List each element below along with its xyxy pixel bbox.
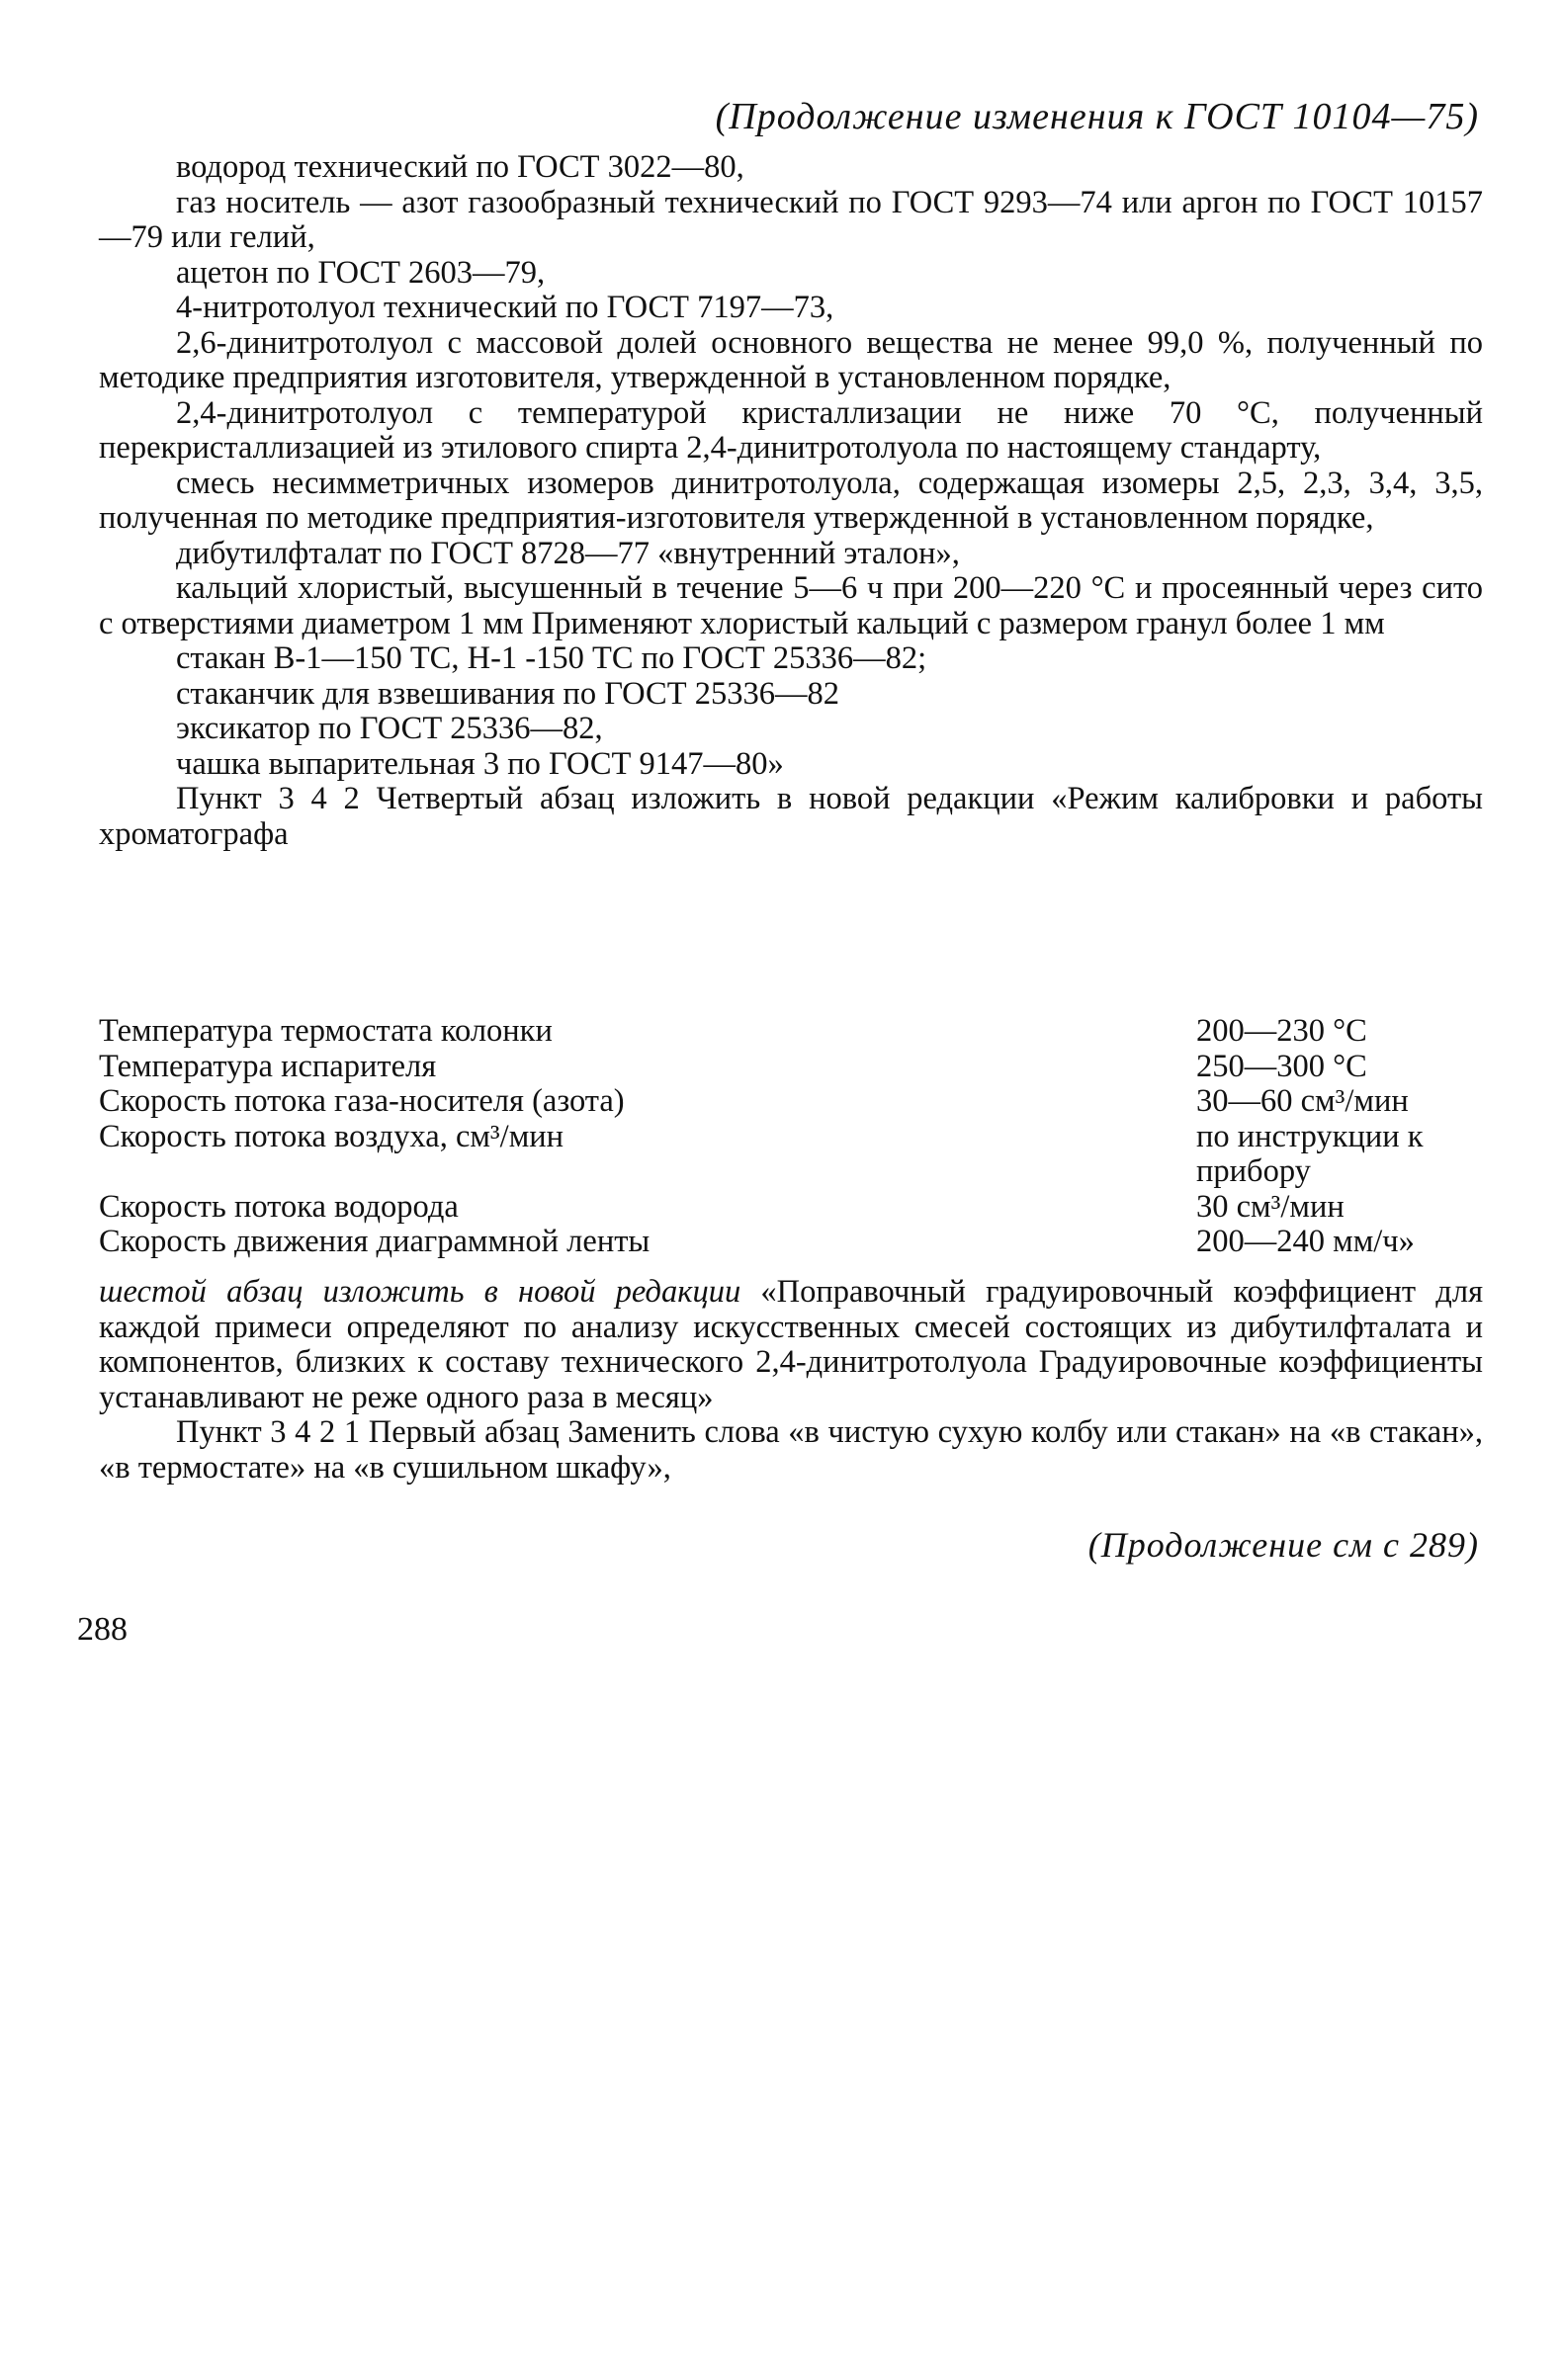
- mode-param: Скорость потока газа-носителя (азота): [99, 1083, 625, 1119]
- reagent-item: 2,4-динитротолуол с температурой кристаллизации не ниже 70 °С, полученный перекристаллизацией из этилового спирта 2,4-динитротолуола по настоящему стандарту,: [99, 394, 1483, 466]
- chromatograph-mode-table: [99, 1014, 1483, 1260]
- reagent-item: кальций хлористый, высушенный в течение 5—6 ч при 200—220 °С и просеянный через сито с отверстиями диаметром 1 мм Применяют хлористый кальций с размером гранул более 1 мм: [99, 570, 1483, 641]
- sixth-paragraph-lead: шестой абзац изложить в новой редакции: [99, 1274, 741, 1310]
- continuation-footer: (Продолжение см с 289): [1087, 1525, 1479, 1565]
- reagent-item: эксикатор по ГОСТ 25336—82,: [176, 711, 603, 746]
- mode-row: [99, 1225, 1483, 1260]
- reagent-list: [99, 150, 1483, 852]
- reagent-item: дибутилфталат по ГОСТ 8728—77 «внутренний эталон»,: [176, 535, 960, 571]
- mode-value: по инструкции к прибору: [1196, 1118, 1424, 1189]
- reagent-item: чашка выпарительная 3 по ГОСТ 9147—80»: [176, 745, 784, 782]
- mode-row: [99, 1084, 1483, 1120]
- point-342-paragraph: Пункт 3 4 2 Четвертый абзац изложить в новой редакции «Режим калибровки и работы хроматографа: [99, 781, 1483, 852]
- mode-row: [99, 1120, 1483, 1190]
- amendment-text: [99, 1275, 1483, 1486]
- mode-param: Температура испарителя: [99, 1048, 437, 1084]
- reagent-item: стакан В-1—150 ТС, Н-1 -150 ТС по ГОСТ 25336—82;: [176, 640, 927, 676]
- continuation-header: (Продолжение изменения к ГОСТ 10104—75): [715, 96, 1479, 137]
- reagent-item: стаканчик для взвешивания по ГОСТ 25336—82: [176, 675, 839, 712]
- reagent-item: газ носитель — азот газообразный технический по ГОСТ 9293—74 или аргон по ГОСТ 10157—79 или гелий,: [99, 184, 1483, 255]
- mode-value: 200—230 °С: [1196, 1013, 1367, 1049]
- mode-row: [99, 1050, 1483, 1085]
- mode-value: 30—60 см³/мин: [1196, 1083, 1409, 1119]
- mode-value: 200—240 мм/ч»: [1196, 1224, 1415, 1259]
- reagent-item: ацетон по ГОСТ 2603—79,: [176, 254, 546, 291]
- mode-param: Скорость потока воздуха, см³/мин: [99, 1118, 564, 1154]
- reagent-item: 4-нитротолуол технический по ГОСТ 7197—73,: [176, 290, 834, 325]
- mode-row: [99, 1190, 1483, 1226]
- mode-param: Температура термостата колонки: [99, 1013, 553, 1049]
- mode-value: 30 см³/мин: [1196, 1188, 1345, 1225]
- reagent-item: 2,6-динитротолуол с массовой долей основного вещества не менее 99,0 %, полученный по методике предприятия изготовителя, утвержденной в установленном порядке,: [99, 324, 1483, 395]
- mode-param: Скорость потока водорода: [99, 1188, 459, 1225]
- page-number: 288: [77, 1611, 128, 1648]
- mode-row: [99, 1014, 1483, 1050]
- sixth-paragraph-text: «Поправочный градуировочный коэффициент для каждой примеси определяют по анализу искусственных смесей состоящих из дибутилфталата и компонентов, близких к составу технического 2,4-динитротолуола Градуировочные коэффициенты устанавливают не реже одного раза в месяц»: [99, 1274, 1484, 1415]
- point-3421-paragraph: Пункт 3 4 2 1 Первый абзац Заменить слова «в чистую сухую колбу или стакан» на «в стакан», «в термостате» на «в сушильном шкафу»,: [99, 1414, 1483, 1486]
- mode-param: Скорость движения диаграммной ленты: [99, 1224, 651, 1259]
- reagent-item: смесь несимметричных изомеров динитротолуола, содержащая изомеры 2,5, 2,3, 3,4, 3,5, полученная по методике предприятия-изготовителя утвержденной в установленном порядке,: [99, 465, 1483, 536]
- sixth-paragraph: [99, 1275, 1483, 1415]
- mode-value: 250—300 °С: [1196, 1048, 1367, 1084]
- reagent-item: водород технический по ГОСТ 3022—80,: [176, 149, 744, 185]
